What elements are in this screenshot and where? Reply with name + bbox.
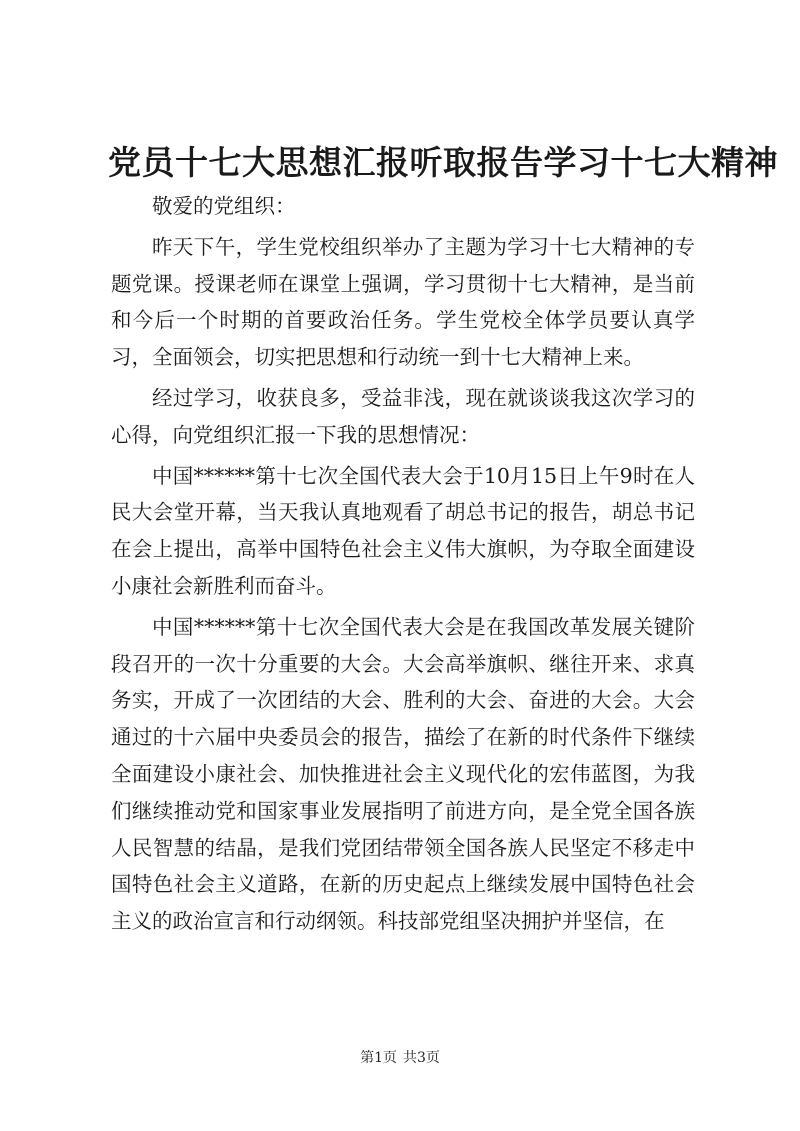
body-paragraph: 中国******第十七次全国代表大会于10月15日上午9时在人民大会堂开幕，当天我认真地观看了胡总书记的报告，胡总书记在会上提出，高举中国特色社会主义伟大旗帜，为夺取全面建设小康社会新胜利而奋斗。 (111, 463, 695, 598)
document-title: 党员十七大思想汇报听取报告学习十七大精神 (108, 143, 778, 182)
page-total: 共3页 (403, 1050, 440, 1066)
body-paragraph: 中国******第十七次全国代表大会是在我国改革发展关键阶段召开的一次十分重要的大会。大会高举旗帜、继往开来、求真务实，开成了一次团结的大会、胜利的大会、奋进的大会。大会通过的十六届中央委员会的报告，描绘了在新的时代条件下继续全面建设小康社会、加快推进社会主义现代化的宏伟蓝图，为我们继续推动党和国家事业发展指明了前进方向，是全党全国各族人民智慧的结晶，是我们党团结带领全国各族人民坚定不移走中国特色社会主义道路，在新的历史起点上继续发展中国特色社会主义的政治宣言和行动纲领。科技部党组坚决拥护并坚信，在 (111, 614, 695, 934)
body-paragraph: 经过学习，收获良多，受益非浅，现在就谈谈我这次学习的心得，向党组织汇报一下我的思想情况： (111, 385, 695, 447)
page-footer (0, 1048, 800, 1068)
document-body (111, 188, 695, 944)
salutation-paragraph: 敬爱的党组织： (152, 194, 296, 218)
body-paragraph: 昨天下午，学生党校组织举办了主题为学习十七大精神的专题党课。授课老师在课堂上强调，学习贯彻十七大精神，是当前和今后一个时期的首要政治任务。学生党校全体学员要认真学习，全面领会，切实把思想和行动统一到十七大精神上来。 (111, 234, 695, 370)
page-number: 第1页 (360, 1050, 397, 1066)
